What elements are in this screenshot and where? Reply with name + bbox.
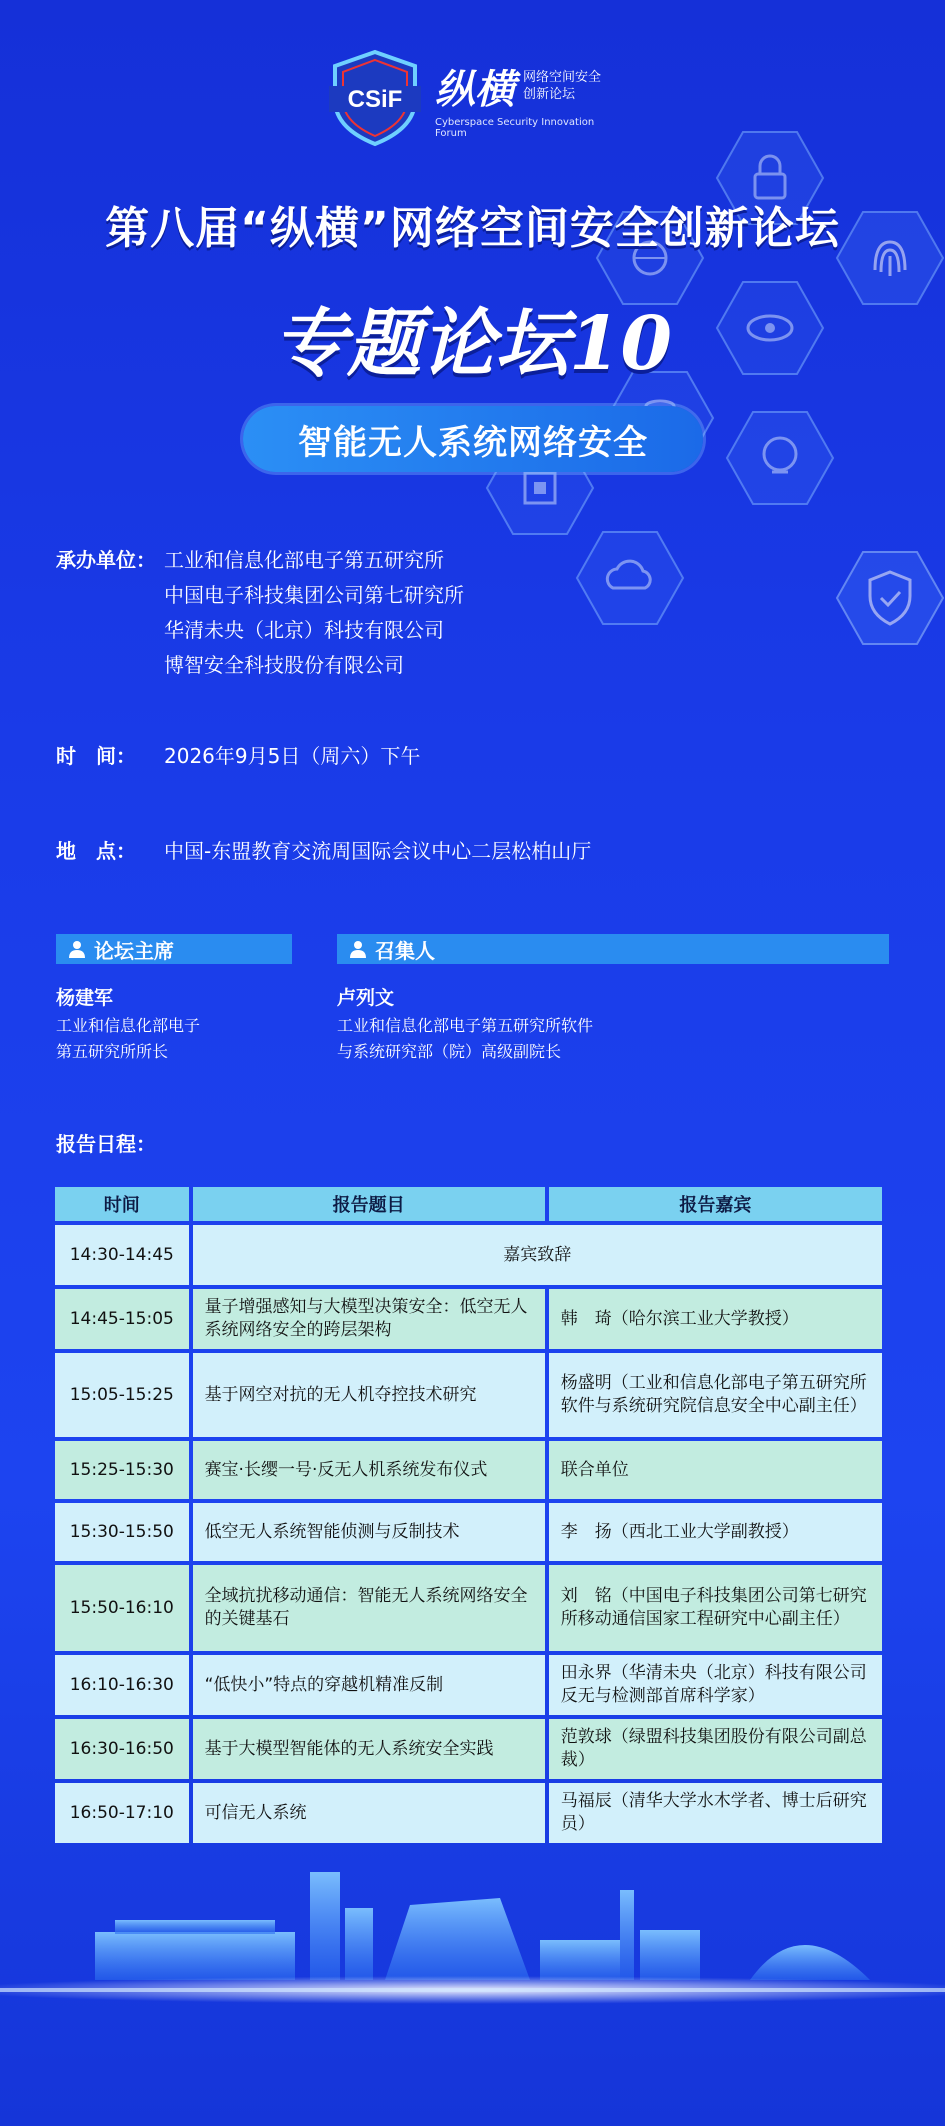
- header-title: 报告题目: [193, 1187, 545, 1221]
- row-speaker: 联合单位: [549, 1441, 882, 1499]
- forum-logo: [325, 48, 625, 148]
- organizer-item: 工业和信息化部电子第五研究所: [164, 548, 444, 572]
- time-value: 2026年9月5日（周六）下午: [164, 744, 421, 768]
- row-time: 15:30-15:50: [55, 1503, 189, 1561]
- chair-desc-line: 工业和信息化部电子: [56, 1016, 201, 1035]
- convener-name: 卢列文: [337, 987, 395, 1009]
- header-time: 时间: [55, 1187, 189, 1221]
- convener-desc: [337, 1013, 593, 1065]
- organizer-item: 华清未央（北京）科技有限公司: [164, 618, 444, 642]
- chair-name: 杨建军: [56, 987, 114, 1009]
- agenda-table: [51, 1183, 886, 1847]
- agenda-row: [55, 1719, 882, 1779]
- time-label: 时 间：: [56, 744, 136, 768]
- time-section: [56, 740, 420, 769]
- row-speaker: 李 扬（西北工业大学副教授）: [549, 1503, 882, 1561]
- row-title: 基于网空对抗的无人机夺控技术研究: [193, 1353, 545, 1437]
- organizer-item: 中国电子科技集团公司第七研究所: [164, 583, 464, 607]
- city-skyline-decoration: [0, 1860, 945, 2060]
- convener-role-bar: [337, 934, 889, 964]
- row-title: 赛宝·长缨一号·反无人机系统发布仪式: [193, 1441, 545, 1499]
- row-title: 嘉宾致辞: [193, 1225, 882, 1285]
- logo-abbr: CSiF: [347, 86, 403, 113]
- subtitle-pill: [243, 406, 703, 472]
- chair-desc-line: 第五研究所所长: [56, 1042, 169, 1061]
- row-title: 基于大模型智能体的无人系统安全实践: [193, 1719, 545, 1779]
- agenda-row: [55, 1655, 882, 1715]
- shield-check-icon: [835, 550, 945, 646]
- chair-role-label: 论坛主席: [94, 938, 174, 963]
- header-speaker: 报告嘉宾: [549, 1187, 882, 1221]
- row-time: 14:30-14:45: [55, 1225, 189, 1285]
- logo-text: [435, 58, 625, 139]
- row-speaker: 杨盛明（工业和信息化部电子第五研究所软件与系统研究院信息安全中心副主任）: [549, 1353, 882, 1437]
- person-icon: [68, 940, 86, 958]
- ai-head-icon: [725, 410, 835, 506]
- main-title: 第八届“纵横”网络空间安全创新论坛: [105, 203, 840, 254]
- row-speaker: 范敦球（绿盟科技集团股份有限公司副总裁）: [549, 1719, 882, 1779]
- logo-tagline-2: 创新论坛: [523, 87, 576, 102]
- csif-shield-icon: [325, 48, 425, 148]
- row-speaker: 马福辰（清华大学水木学者、博士后研究员）: [549, 1783, 882, 1843]
- row-title: 全域抗扰移动通信：智能无人系统网络安全的关键基石: [193, 1565, 545, 1651]
- agenda-row: [55, 1441, 882, 1499]
- agenda-row: [55, 1289, 882, 1349]
- row-title: 低空无人系统智能侦测与反制技术: [193, 1503, 545, 1561]
- logo-tagline-1: 网络空间安全: [523, 70, 602, 85]
- convener-desc-line: 工业和信息化部电子第五研究所软件: [337, 1016, 594, 1035]
- row-time: 15:25-15:30: [55, 1441, 189, 1499]
- logo-name-cn: 纵横: [435, 65, 515, 113]
- logo-name-en: Cyberspace Security Innovation Forum: [435, 116, 595, 139]
- row-time: 16:30-16:50: [55, 1719, 189, 1779]
- venue-section: [56, 835, 591, 864]
- row-time: 15:05-15:25: [55, 1353, 189, 1437]
- agenda-row: [55, 1783, 882, 1843]
- person-icon: [349, 940, 367, 958]
- row-title: “低快小”特点的穿越机精准反制: [193, 1655, 545, 1715]
- row-speaker: 刘 铭（中国电子科技集团公司第七研究所移动通信国家工程研究中心副主任）: [549, 1565, 882, 1651]
- agenda-row: [55, 1353, 882, 1437]
- organizers-label: 承办单位：: [56, 548, 156, 572]
- row-title: 量子增强感知与大模型决策安全：低空无人系统网络安全的跨层架构: [193, 1289, 545, 1349]
- chair-desc: [56, 1013, 200, 1065]
- subtitle-text: 智能无人系统网络安全: [298, 422, 648, 463]
- convener-role-label: 召集人: [375, 938, 435, 963]
- row-speaker: 田永界（华清未央（北京）科技有限公司反无与检测部首席科学家）: [549, 1655, 882, 1715]
- venue-value: 中国-东盟教育交流周国际会议中心二层松柏山厅: [164, 839, 592, 863]
- row-time: 14:45-15:05: [55, 1289, 189, 1349]
- row-speaker: 韩 琦（哈尔滨工业大学教授）: [549, 1289, 882, 1349]
- row-time: 16:50-17:10: [55, 1783, 189, 1843]
- cloud-icon: [575, 530, 685, 626]
- row-time: 15:50-16:10: [55, 1565, 189, 1651]
- organizers-section: [56, 543, 464, 683]
- venue-label: 地 点：: [56, 839, 136, 863]
- agenda-header-row: [55, 1187, 882, 1221]
- organizer-item: 博智安全科技股份有限公司: [164, 653, 404, 677]
- agenda-row: [55, 1565, 882, 1651]
- topic-title: 专题论坛10: [273, 301, 672, 387]
- chair-role-bar: [56, 934, 292, 964]
- convener-desc-line: 与系统研究部（院）高级副院长: [337, 1042, 562, 1061]
- agenda-row: [55, 1225, 882, 1285]
- row-time: 16:10-16:30: [55, 1655, 189, 1715]
- agenda-row: [55, 1503, 882, 1561]
- row-title: 可信无人系统: [193, 1783, 545, 1843]
- agenda-label: 报告日程：: [56, 1132, 156, 1156]
